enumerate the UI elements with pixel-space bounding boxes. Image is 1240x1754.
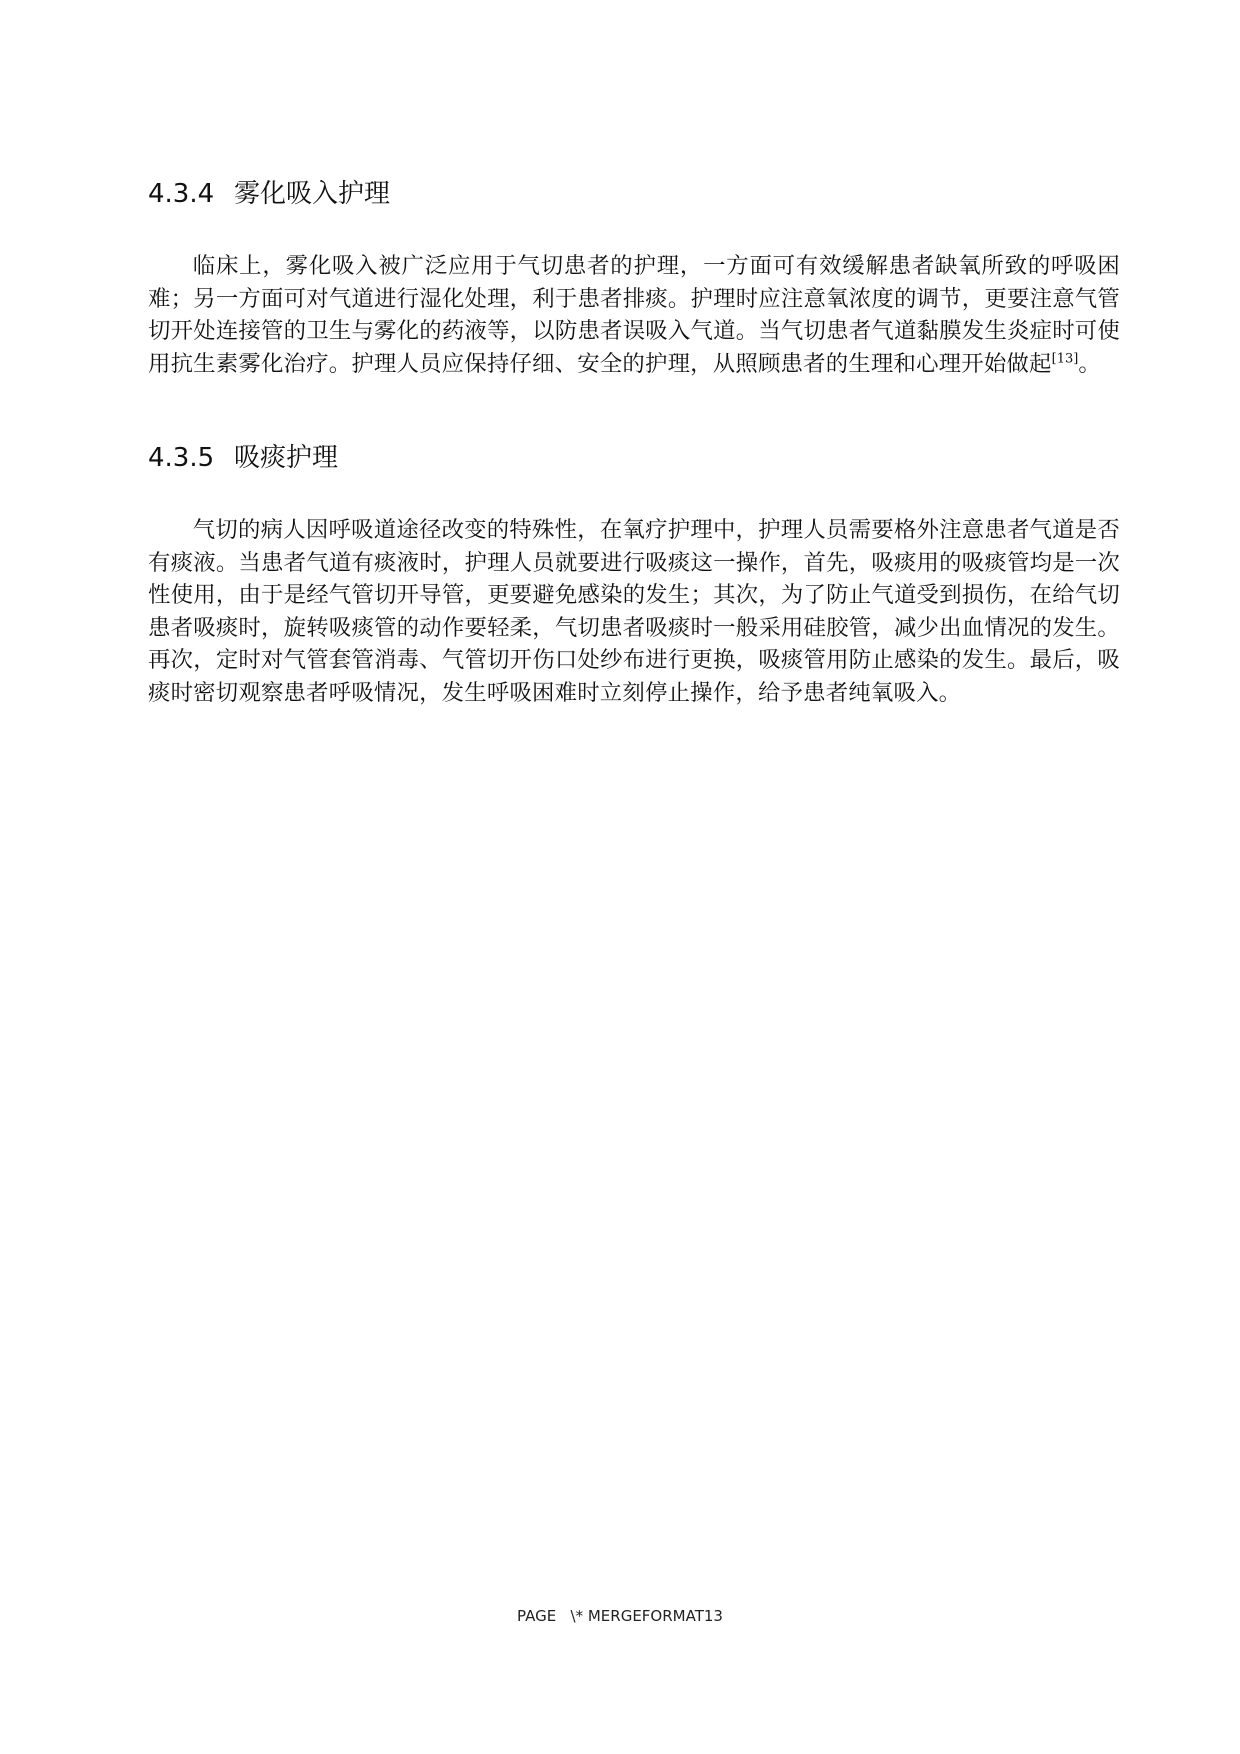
section-title: 雾化吸入护理 — [234, 179, 391, 209]
paragraph-text: 气切的病人因呼吸道途径改变的特殊性，在氧疗护理中，护理人员需要格外注意患者气道是否有痰液。当患者气道有痰液时，护理人员就要进行吸痰这一操作，首先，吸痰用的吸痰管均是一次性使用，由于是经气管切开导管，更要避免感染的发生；其次，为了防止气道受到损伤，在给气切患者吸痰时，旋转吸痰管的动作要轻柔，气切患者吸痰时一般采用硅胶管，减少出血情况的发生。再次，定时对气管套管消毒、气管切开伤口处纱布进行更换，吸痰管用防止感染的发生。最后，吸痰时密切观察患者呼吸情况，发生呼吸困难时立刻停止操作，给予患者纯氧吸入。 — [148, 517, 1120, 706]
section-4-3-4 — [148, 176, 1120, 380]
paragraph-end: 。 — [1078, 350, 1101, 377]
section-heading — [148, 440, 1120, 476]
citation-reference: [13] — [1051, 351, 1079, 367]
section-paragraph — [148, 514, 1120, 710]
paragraph-text: 临床上，雾化吸入被广泛应用于气切患者的护理，一方面可有效缓解患者缺氧所致的呼吸困难；另一方面可对气道进行湿化处理，利于患者排痰。护理时应注意氧浓度的调节，更要注意气管切开处连接管的卫生与雾化的药液等，以防患者误吸入气道。当气切患者气道黏膜发生炎症时可使用抗生素雾化治疗。护理人员应保持仔细、安全的护理，从照顾患者的生理和心理开始做起 — [148, 253, 1120, 377]
section-number: 4.3.4 — [148, 179, 215, 209]
section-number: 4.3.5 — [148, 443, 215, 473]
section-4-3-5 — [148, 440, 1120, 710]
page-footer: PAGE \* MERGEFORMAT13 — [517, 1607, 723, 1625]
section-heading — [148, 176, 1120, 212]
section-title: 吸痰护理 — [234, 443, 339, 473]
section-paragraph — [148, 250, 1120, 380]
